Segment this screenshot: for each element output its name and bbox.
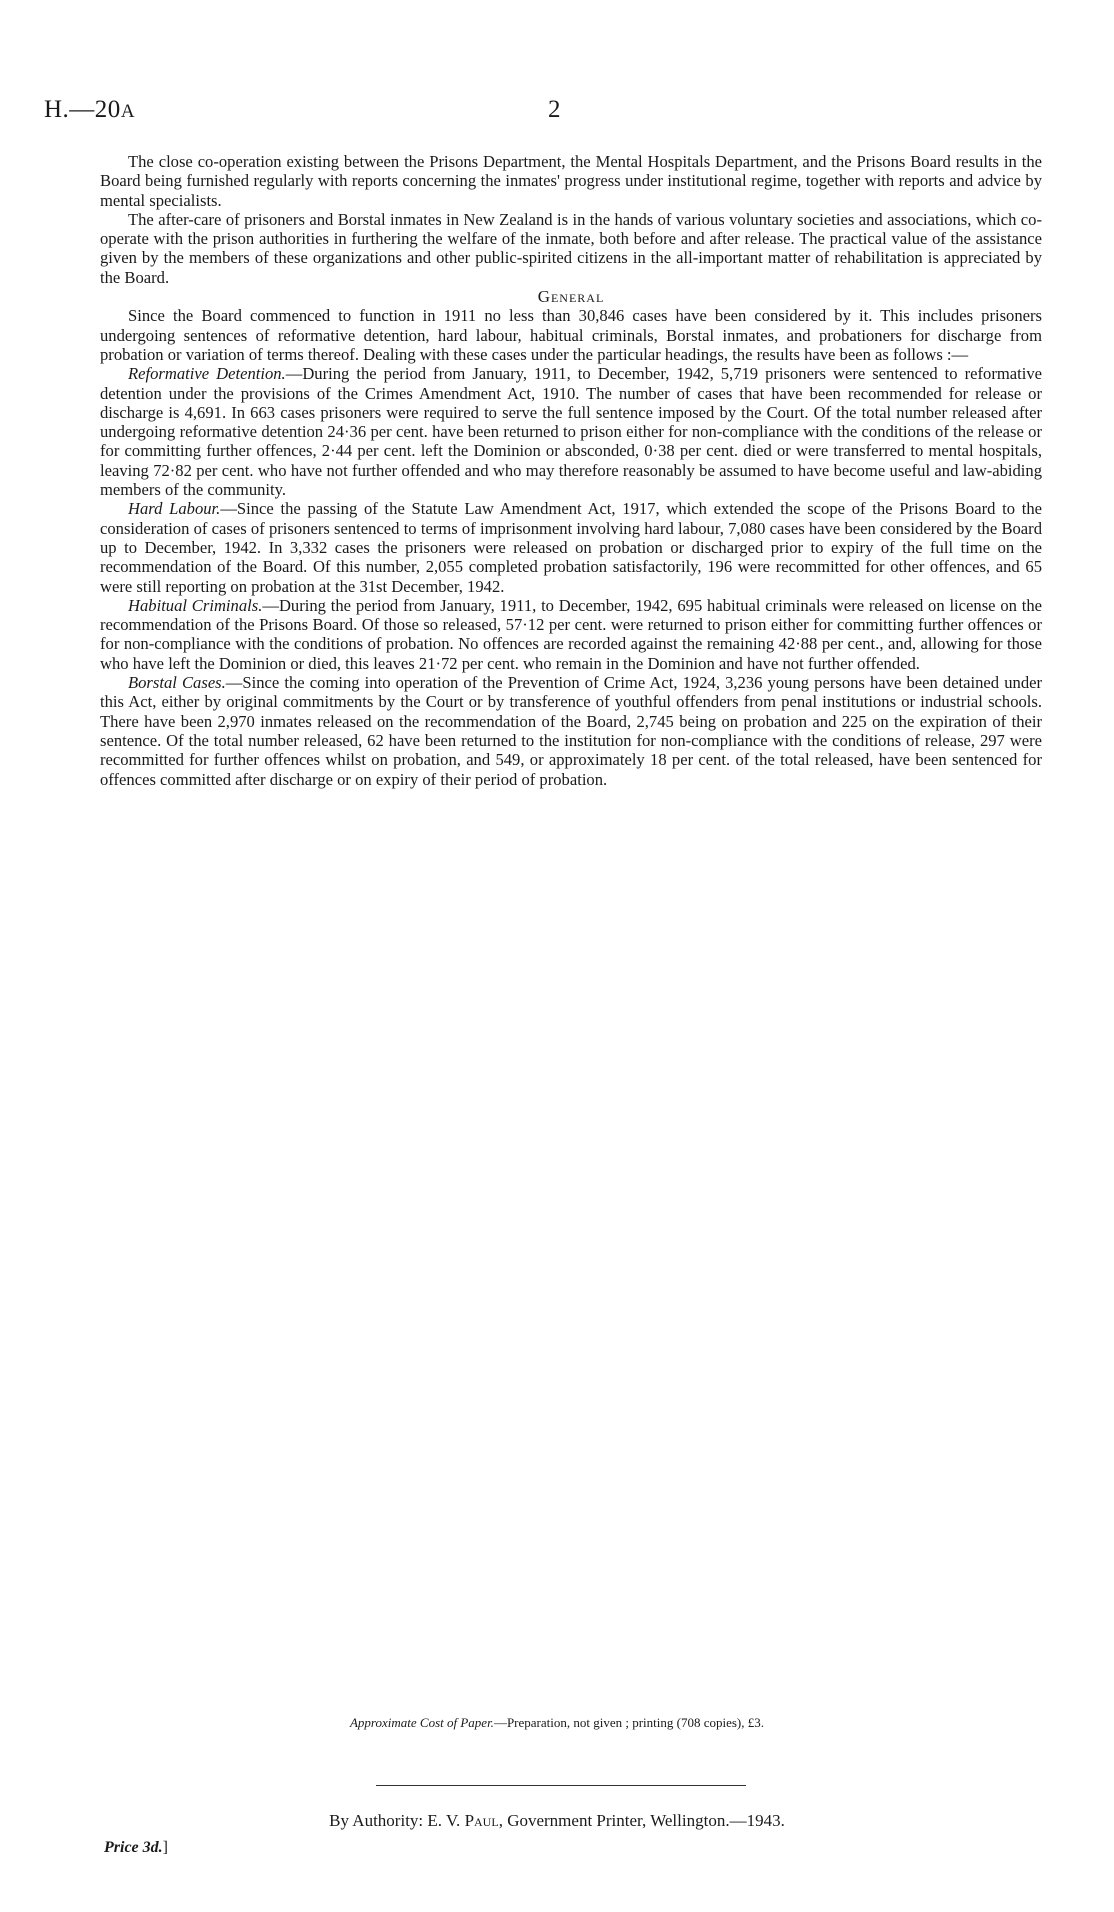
habitual-criminals-lead: Habitual Criminals.	[128, 595, 263, 615]
hard-labour-text: —Since the passing of the Statute Law Amendment Act, 1917, which extended the scope of the Prisons Board to the consideration of cases of prisoners sentenced to terms of imprisonment involving hard labour, 7,080 cases have been considered by the Board up to December, 1942. In 3,332 cases the prisoners were released on probation or discharged prior to expiry of the full time on the recommendation of the Board. Of this number, 2,055 completed probation satisfactorily, 196 were recommitted for other offences, and 65 were still reporting on probation at the 31st December, 1942.	[100, 499, 1043, 596]
paragraph-cooperation: The close co-operation existing between the Prisons Department, the Mental Hospitals Department, and the Prisons Board results in the Board being furnished regularly with reports concerning the inmates' progress under institutional regime, together with reports and advice by mental specialists.	[100, 152, 1042, 210]
paragraph-after-care: The after-care of prisoners and Borstal inmates in New Zealand is in the hands of various voluntary societies and associations, which co-operate with the prison authorities in furthering the welfare of the inmate, both before and after release. The practical value of the assistance given by the members of these organizations and other public-spirited citizens in the all-important matter of rehabilitation is appreciated by the Board.	[100, 209, 1042, 287]
printer-name: Paul	[464, 1811, 499, 1830]
paragraph-reformative-detention	[100, 364, 1042, 499]
borstal-cases-lead: Borstal Cases.	[128, 673, 226, 693]
body-text	[100, 152, 1042, 789]
cost-note-text: —Preparation, not given ; printing (708 copies), £3.	[493, 1715, 764, 1730]
section-heading-general: General	[537, 287, 605, 307]
paragraph-hard-labour	[100, 499, 1042, 595]
habitual-criminals-text: —During the period from January, 1911, to December, 1942, 695 habitual criminals were released on license on the recommendation of the Prisons Board. Of those so released, 57·12 per cent. were returned to prison either for committing further offences or for non-compliance with the conditions of probation. No offences are recorded against the remaining 42·88 per cent., and, allowing for those who have left the Dominion or died, this leaves 21·72 per cent. who remain in the Dominion and have not further offended.	[100, 595, 1042, 673]
paragraph-borstal-cases	[100, 673, 1042, 789]
paragraph-habitual-criminals	[100, 596, 1042, 673]
page-number: 2	[548, 96, 561, 123]
reformative-detention-lead: Reformative Detention.	[128, 364, 286, 384]
price-label: Price 3d.]	[104, 1839, 168, 1856]
reformative-detention-text: —During the period from January, 1911, to December, 1942, 5,719 prisoners were sentenced to reformative detention under the provisions of the Crimes Amendment Act, 1910. The number of cases that have been recommended for release or discharge is 4,691. In 663 cases prisoners were required to serve the full sentence imposed by the Court. Of the total number released after undergoing reformative detention 24·36 per cent. have been returned to prison either for non-compliance with the conditions of the release or for committing further offences, 2·44 per cent. left the Dominion or absconded, 0·38 per cent. died or were transferred to mental hospitals, leaving 72·82 per cent. who have not further offended and who may therefore reasonably be assumed to have become useful and law-abiding members of the community.	[100, 364, 1042, 500]
page-header	[44, 96, 1054, 130]
printer-authority: By Authority: E. V. Paul, Government Printer, Wellington.—1943.	[329, 1811, 785, 1830]
paragraph-general-summary: Since the Board commenced to function in 1911 no less than 30,846 cases have been considered by it. This includes prisoners undergoing sentences of reformative detention, hard labour, habitual criminals, Borstal inmates, and probationers for discharge from probation or variation of terms thereof. Dealing with these cases under the particular headings, the results have been as follows :—	[100, 306, 1042, 364]
cost-note-lead: Approximate Cost of Paper.	[349, 1715, 494, 1730]
borstal-cases-text: —Since the coming into operation of the Prevention of Crime Act, 1924, 3,236 young persons have been detained under this Act, either by original commitments by the Court or by transference of youthful offenders from penal institutions or industrial schools. There have been 2,970 inmates released on the recommendation of the Board, 2,745 being on probation and 225 on the expiration of their sentence. Of the total number released, 62 have been returned to the institution for non-compliance with the conditions of release, 297 were recommitted for further offences whilst on probation, and 549, or approximately 18 per cent. of the total released, have been sentenced for offences committed after discharge or on expiry of their period of probation.	[100, 673, 1043, 789]
document-code: H.—20A	[44, 96, 136, 123]
footer-divider	[376, 1785, 746, 1786]
cost-of-paper-note	[0, 1715, 1114, 1731]
hard-labour-lead: Hard Labour.	[128, 499, 221, 519]
